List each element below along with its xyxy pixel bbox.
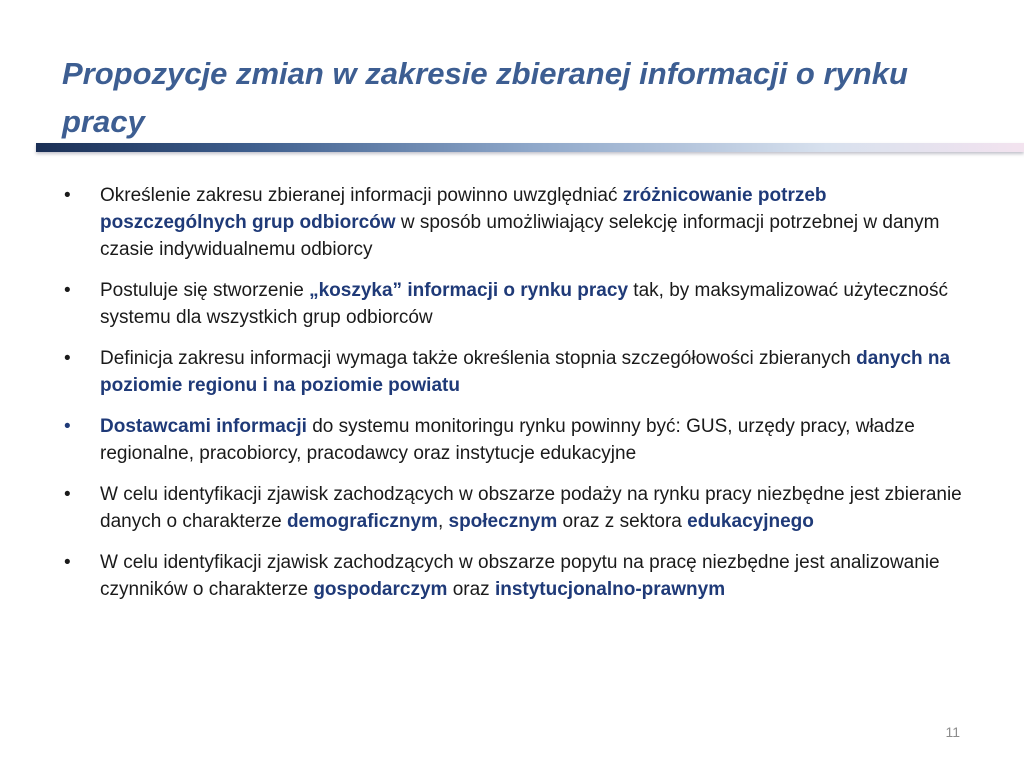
bullet-item: [62, 277, 972, 331]
slide-title: Propozycje zmian w zakresie zbieranej informacji o rynku pracy: [62, 56, 908, 139]
bullet-text-segment: tak, by maksymalizować użyteczność systemu dla wszystkich grup odbiorców: [100, 280, 948, 328]
bullet-item: [62, 481, 972, 535]
bullet-text-segment: Określenie zakresu zbieranej informacji powinno uwzględniać: [100, 185, 623, 206]
bullet-text: [100, 280, 948, 328]
bullet-emphasis: społecznym: [448, 511, 558, 532]
bullet-text-segment: w sposób umożliwiający selekcję informacji potrzebnej w danym czasie indywidualnemu odbiorcy: [100, 212, 940, 260]
bullet-text: [100, 484, 962, 532]
bullet-item: [62, 549, 972, 603]
bullet-text: [100, 348, 950, 396]
bullet-text: [100, 185, 939, 260]
bullet-marker: •: [64, 416, 71, 437]
bullet-emphasis: instytucjonalno-prawnym: [494, 579, 726, 600]
bullet-item: [62, 182, 972, 263]
bullet-text-segment: Postuluje się stworzenie: [100, 280, 310, 301]
title-divider: [36, 143, 1024, 152]
bullet-marker: •: [64, 484, 71, 505]
bullet-item: [62, 345, 972, 399]
bullet-text-segment: oraz: [447, 579, 495, 600]
bullet-item: [62, 413, 972, 467]
bullet-text: [100, 552, 940, 600]
bullet-marker: •: [64, 280, 71, 301]
bullet-marker: •: [64, 185, 71, 206]
bullet-emphasis: gospodarczym: [313, 579, 448, 600]
bullet-emphasis: Dostawcami informacji: [100, 416, 307, 437]
bullet-emphasis: „koszyka” informacji o rynku pracy: [309, 280, 629, 301]
bullet-emphasis: zróżnicowanie potrzeb poszczególnych grup odbiorców: [100, 185, 827, 233]
bullet-text-segment: Definicja zakresu informacji wymaga także określenia stopnia szczegółowości zbieranych: [100, 348, 857, 369]
bullet-text: [100, 416, 915, 464]
bullet-text-segment: W celu identyfikacji zjawisk zachodzących w obszarze popytu na pracę niezbędne jest analizowanie czynników o charakterze: [100, 552, 940, 600]
bullet-emphasis: danych na poziomie regionu i na poziomie powiatu: [100, 348, 951, 396]
bullet-text-segment: oraz z sektora: [557, 511, 688, 532]
bullet-text-segment: do systemu monitoringu rynku powinny być: GUS, urzędy pracy, władze regionalne, pracobiorcy, pracodawcy oraz instytucje edukacyjne: [100, 416, 915, 464]
page-number: 11: [945, 724, 960, 740]
bullet-list: [62, 182, 972, 617]
bullet-marker: •: [64, 552, 71, 573]
bullet-emphasis: demograficznym: [286, 511, 438, 532]
bullet-text-segment: ,: [437, 511, 449, 532]
bullet-emphasis: edukacyjnego: [687, 511, 814, 532]
bullet-marker: •: [64, 348, 71, 369]
bullet-text-segment: W celu identyfikacji zjawisk zachodzących w obszarze podaży na rynku pracy niezbędne jest zbieranie danych o charakterze: [100, 484, 962, 532]
